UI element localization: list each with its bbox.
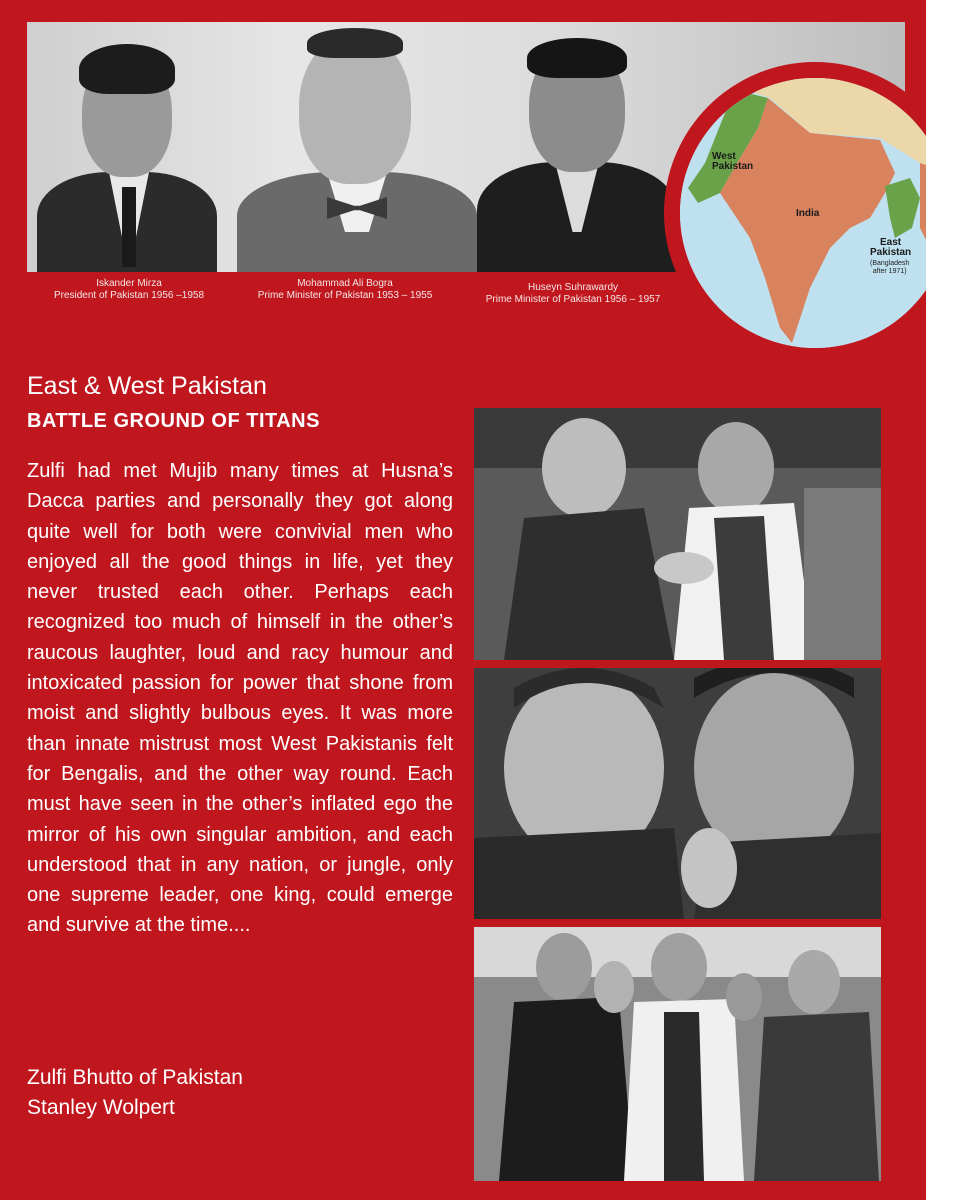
map-note-bangladesh: (Bangladesh after 1971) — [870, 260, 910, 275]
photo-laughter — [474, 668, 881, 919]
photo-handshake-art — [474, 408, 881, 660]
caption-name: Huseyn Suhrawardy — [527, 282, 619, 293]
credit-book-title: Zulfi Bhutto of Pakistan — [27, 1066, 243, 1089]
portrait-mohammad-ali-bogra — [227, 22, 487, 272]
caption-name: Mohammad Ali Bogra — [297, 278, 393, 289]
article-body: Zulfi had met Mujib many times at Husna’s Dacca parties and personally they got along quite well for both were convivial men who enjoyed all the good things in life, yet they never trusted each other. Perhaps each recognized too much of himself in the other’s raucous laughter, loud and racy humour and intoxicated passion for power that shone from moist and slightly bulbous eyes. It was more than innate mistrust most West Pakistanis felt for Bengalis, and the other way round. Each must have seen in the other’s inflated ego the mirror of his own singular ambition, and each understood that in any nation, or jungle, only one supreme leader, one king, could emerge and survive at the time.... — [27, 460, 453, 937]
photo-handshake — [474, 408, 881, 660]
photo-laughter-art — [474, 668, 881, 919]
credit-author: Stanley Wolpert — [27, 1096, 175, 1119]
map-south-asia — [680, 78, 926, 348]
caption-title: President of Pakistan 1956 –1958 — [53, 290, 205, 301]
caption-huseyn-suhrawardy — [468, 282, 678, 306]
photo-group-art — [474, 927, 881, 1181]
portrait-huseyn-suhrawardy — [467, 22, 687, 272]
photo-group — [474, 927, 881, 1181]
caption-title: Prime Minister of Pakistan 1956 – 1957 — [485, 294, 661, 305]
article-subheading: BATTLE GROUND OF TITANS — [27, 410, 320, 432]
map-label-west-pakistan: West Pakistan — [712, 151, 754, 172]
article-credit — [27, 1063, 243, 1123]
page-margin — [926, 0, 960, 1200]
caption-mohammad-ali-bogra — [240, 278, 450, 302]
caption-iskander-mirza — [40, 278, 218, 302]
portrait-iskander-mirza — [27, 22, 227, 272]
map-label-india: India — [796, 208, 820, 219]
article-heading: East & West Pakistan — [27, 372, 267, 400]
caption-name: Iskander Mirza — [96, 278, 162, 289]
map-label-east-pakistan: East Pakistan — [870, 237, 912, 258]
caption-title: Prime Minister of Pakistan 1953 – 1955 — [257, 290, 433, 301]
